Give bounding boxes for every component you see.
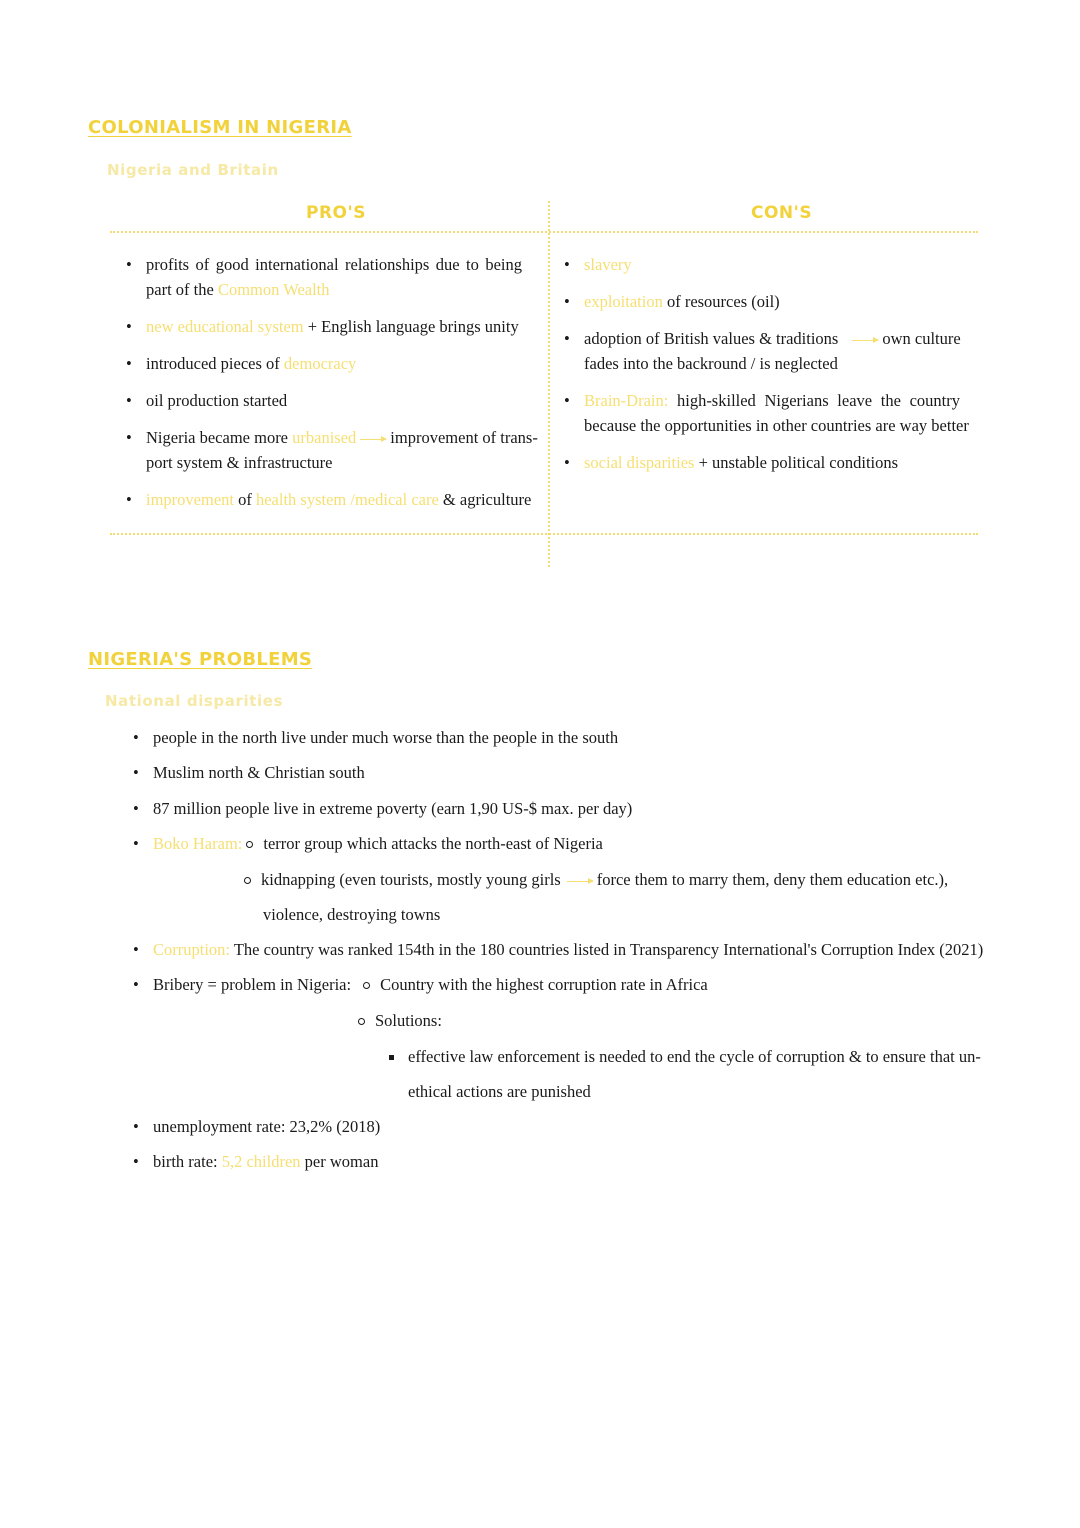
section-title-problems: NIGERIA'S PROBLEMS — [88, 649, 313, 670]
bribery-solutions: Solutions: — [358, 1008, 442, 1033]
problem-bribery: • Bribery = problem in Nigeria: Country with the highest corruption rate in Africa — [133, 975, 708, 994]
pro-item-common-wealth-line2: part of the Common Wealth — [146, 280, 330, 299]
table-divider-bottom — [110, 533, 978, 535]
con-item-british-values-line2: fades into the backround / is neglected — [584, 354, 838, 373]
problem-north-south: • people in the north live under much worse than the people in the south — [133, 728, 619, 747]
arrow-icon — [852, 340, 878, 341]
square-bullet-icon — [389, 1055, 394, 1060]
pro-item-oil: • oil production started — [126, 391, 288, 410]
pro-item-common-wealth: • profits of good international relationships due to being — [126, 255, 522, 274]
section-title-colonialism: COLONIALISM IN NIGERIA — [88, 117, 352, 138]
problem-poverty: • 87 million people live in extreme poverty (earn 1,90 US-$ max. per day) — [133, 799, 633, 818]
circle-bullet-icon — [244, 877, 251, 884]
solution-law-enforcement-line2: ethical actions are punished — [408, 1082, 591, 1101]
con-item-social-disparities: • social disparities + unstable political conditions — [564, 453, 899, 472]
section-subtitle-nigeria-britain: Nigeria and Britain — [107, 161, 279, 179]
boko-haram-violence: violence, destroying towns — [263, 905, 441, 924]
problem-corruption: • Corruption: The country was ranked 154th in the 180 countries listed in Transparency International's Corruption Index (2021) — [133, 940, 984, 959]
pro-item-democracy: • introduced pieces of democracy — [126, 354, 357, 373]
con-item-british-values: • adoption of British values & traditions own culture — [564, 329, 961, 348]
con-item-slavery: • slavery — [564, 255, 632, 274]
con-item-exploitation: • exploitation of resources (oil) — [564, 292, 780, 311]
arrow-icon — [360, 439, 386, 440]
pro-item-urbanised-line2: port system & infrastructure — [146, 453, 333, 472]
con-item-brain-drain: • Brain-Drain: high-skilled Nigerians leave the country — [564, 391, 960, 410]
boko-haram-kidnapping: kidnapping (even tourists, mostly young girls force them to marry them, deny them education etc.), — [244, 867, 948, 892]
circle-bullet-icon — [246, 841, 253, 848]
cons-heading: CON'S — [751, 203, 813, 223]
problem-religion: • Muslim north & Christian south — [133, 763, 365, 782]
pro-item-urbanised: • Nigeria became more urbanised improvement of trans- — [126, 428, 538, 447]
problem-unemployment: • unemployment rate: 23,2% (2018) — [133, 1117, 381, 1136]
pro-item-health: • improvement of health system /medical care & agriculture — [126, 490, 532, 509]
table-divider-vertical — [548, 201, 550, 567]
arrow-icon — [567, 881, 593, 882]
problem-boko-haram: • Boko Haram: terror group which attacks the north-east of Nigeria — [133, 834, 603, 853]
pros-heading: PRO'S — [306, 203, 366, 223]
table-divider-top — [110, 231, 978, 233]
section-subtitle-national-disparities: National disparities — [105, 692, 284, 710]
problem-birth-rate: • birth rate: 5,2 children per woman — [133, 1152, 379, 1171]
circle-bullet-icon — [358, 1018, 365, 1025]
solution-law-enforcement: effective law enforcement is needed to end the cycle of corruption & to ensure that un- — [389, 1044, 981, 1069]
con-item-brain-drain-line2: because the opportunities in other countries are way better — [584, 416, 969, 435]
circle-bullet-icon — [363, 982, 370, 989]
pro-item-education: • new educational system + English language brings unity — [126, 317, 519, 336]
